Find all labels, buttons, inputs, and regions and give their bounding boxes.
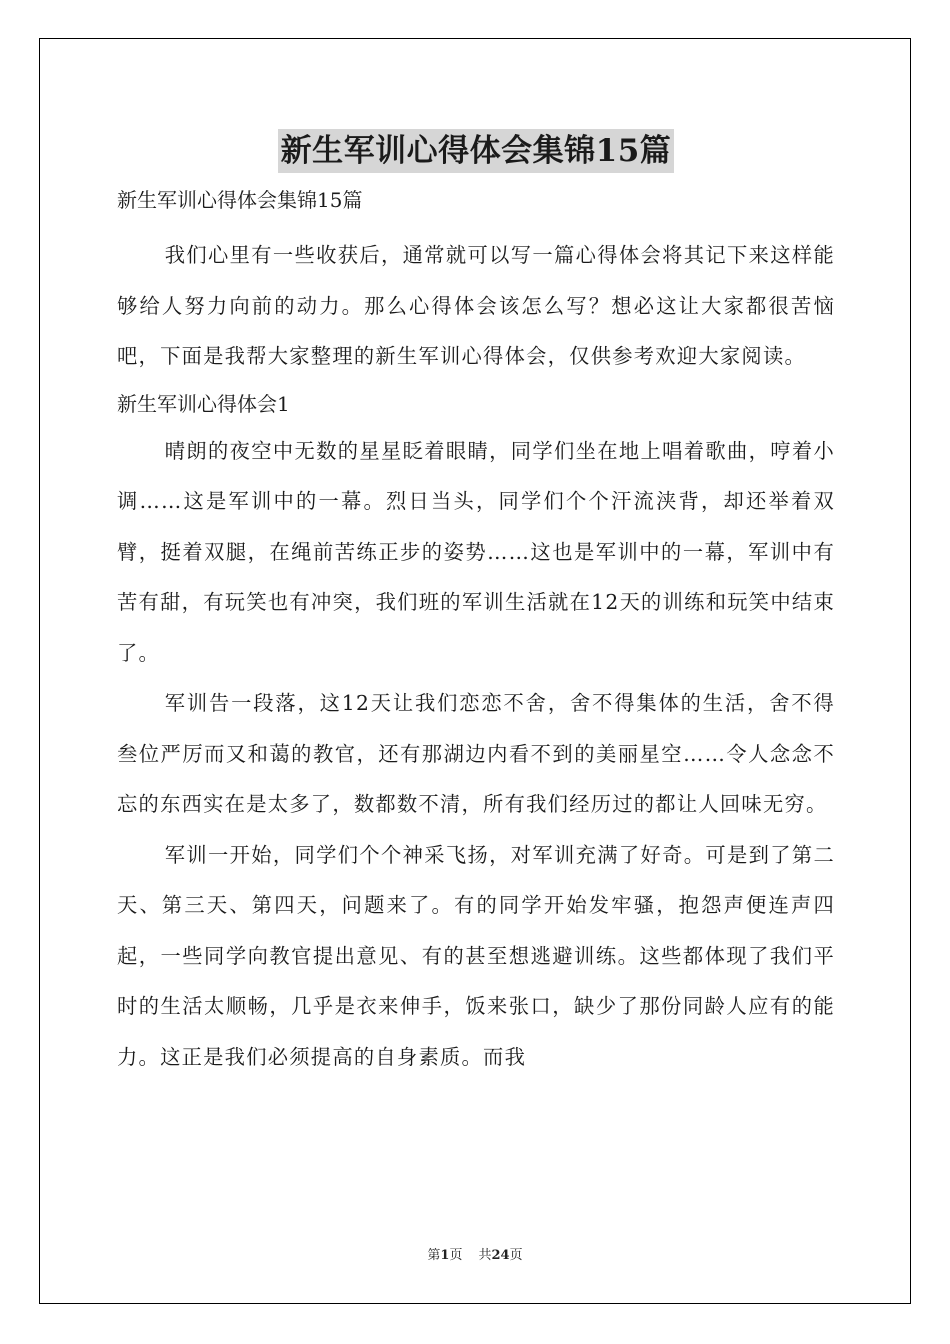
document-body <box>117 120 835 1082</box>
body-paragraph-3: 军训一开始，同学们个个神采飞扬，对军训充满了好奇。可是到了第二天、第三天、第四天，问题来了。有的同学开始发牢骚，抱怨声便连声四起，一些同学向教官提出意见、有的甚至想逃避训练。这些都体现了我们平时的生活太顺畅，几乎是衣来伸手，饭来张口，缺少了那份同龄人应有的能力。这正是我们必须提高的自身素质。而我 <box>117 842 835 1069</box>
document-title-block <box>117 128 835 172</box>
document-title: 新生军训心得体会集锦15篇 <box>278 129 675 173</box>
page-number-prefix: 第 <box>427 1248 441 1263</box>
section-heading: 新生军训心得体会1 <box>117 391 290 416</box>
page-number-suffix: 页 <box>449 1248 463 1263</box>
total-pages: 24 <box>491 1248 510 1263</box>
page-footer <box>0 1247 950 1265</box>
body-paragraph-2: 军训告一段落，这12天让我们恋恋不舍，舍不得集体的生活，舍不得叁位严厉而又和蔼的教官，还有那湖边内看不到的美丽星空……令人念念不忘的东西实在是太多了，数都数不清，所有我们经历过的都让人回味无穷。 <box>117 691 835 816</box>
total-pages-suffix: 页 <box>509 1248 523 1263</box>
document-subtitle: 新生军训心得体会集锦15篇 <box>117 188 363 212</box>
total-pages-prefix: 共 <box>478 1248 492 1263</box>
body-paragraph-1: 晴朗的夜空中无数的星星眨着眼睛，同学们坐在地上唱着歌曲，哼着小调……这是军训中的一幕。烈日当头，同学们个个汗流浃背，却还举着双臂，挺着双腿，在绳前苦练正步的姿势……这也是军训中的一幕，军训中有苦有甜，有玩笑也有冲突，我们班的军训生活就在12天的训练和玩笑中结束了。 <box>117 438 835 665</box>
intro-paragraph: 我们心里有一些收获后，通常就可以写一篇心得体会将其记下来这样能够给人努力向前的动力。那么心得体会该怎么写？想必这让大家都很苦恼吧，下面是我帮大家整理的新生军训心得体会，仅供参考欢迎大家阅读。 <box>117 243 835 368</box>
page-number: 1 <box>440 1248 450 1263</box>
